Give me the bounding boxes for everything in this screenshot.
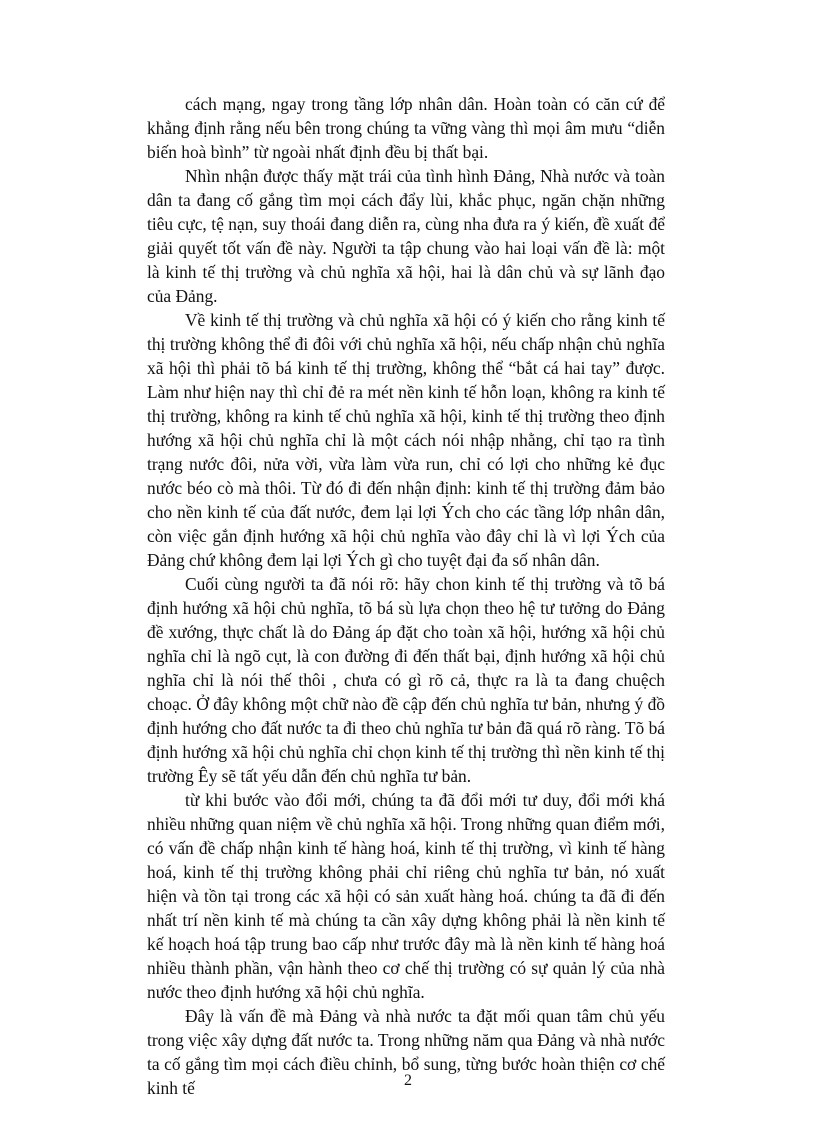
paragraph-1: cách mạng, ngay trong tầng lớp nhân dân. Hoàn toàn có căn cứ để khẳng định rằng nếu bên trong chúng ta vững vàng thì mọi âm mưu “diễn biến hoà bình” từ ngoài nhất định đều bị thất bại. (147, 94, 665, 162)
paragraph-5: từ khi bước vào đổi mới, chúng ta đã đổi mới tư duy, đổi mới khá nhiều những quan niệm về chủ nghĩa xã hội. Trong những quan điểm mới, có vấn đề chấp nhận kinh tế hàng hoá, kinh tế thị trường, vì kinh tế hàng hoá, kinh tế thị trường không phải chỉ riêng chủ nghĩa tư bản, nó xuất hiện và tồn tại trong các xã hội có sản xuất hàng hoá. chúng ta đã đi đến nhất trí nền kinh tế mà chúng ta cần xây dựng không phải là nền kinh tế kế hoạch hoá tập trung bao cấp như trước đây mà là nền kinh tế hàng hoá nhiều thành phần, vận hành theo cơ chế thị trường có sự quản lý của nhà nước theo định hướng xã hội chủ nghĩa. (147, 790, 665, 1002)
paragraph-3: Về kinh tế thị trường và chủ nghĩa xã hội có ý kiến cho rằng kinh tế thị trường không thể đi đôi với chủ nghĩa xã hội, nếu chấp nhận chủ nghĩa xã hội thì phải tõ bá kinh tế thị trường, không thể “bắt cá hai tay” được. Làm như hiện nay thì chỉ đẻ ra mét nền kinh tế hỗn loạn, không ra kinh tế thị trường, không ra kinh tế chủ nghĩa xã hội, kinh tế thị trường theo định hướng xã hội chủ nghĩa chỉ là một cách nói nhập nhằng, chỉ tạo ra tình trạng nước đôi, nửa vời, vừa làm vừa run, chỉ có lợi cho những kẻ đục nước béo cò mà thôi. Từ đó đi đến nhận định: kinh tế thị trường đảm bảo cho nền kinh tế của đất nước, đem lại lợi Ých cho các tầng lớp nhân dân, còn việc gắn định hướng xã hội chủ nghĩa vào đây chỉ là vì lợi Ých của Đảng chứ không đem lại lợi Ých gì cho tuyệt đại đa số nhân dân. (147, 310, 665, 570)
paragraph-6: Đây là vấn đề mà Đảng và nhà nước ta đặt mối quan tâm chủ yếu trong việc xây dựng đất nước ta. Trong những năm qua Đảng và nhà nước ta cố gắng tìm mọi cách điều chỉnh, bổ sung, từng bước hoàn thiện cơ chế kinh tế (147, 1006, 665, 1098)
paragraph-2: Nhìn nhận được thấy mặt trái của tình hình Đảng, Nhà nước và toàn dân ta đang cố gắng tìm mọi cách đẩy lùi, khắc phục, ngăn chặn những tiêu cực, tệ nạn, suy thoái đang diễn ra, cùng nha đưa ra ý kiến, đề xuất để giải quyết tốt vấn đề này. Người ta tập chung vào hai loại vấn đề là: một là kinh tế thị trường và chủ nghĩa xã hội, hai là dân chủ và sự lãnh đạo của Đảng. (147, 166, 665, 306)
page-number: 2 (404, 1072, 412, 1089)
paragraph-4: Cuối cùng người ta đã nói rõ: hãy chon kinh tế thị trường và tõ bá định hướng xã hội chủ nghĩa, tõ bá sù lựa chọn theo hệ tư tưởng do Đảng đề xướng, thực chất là do Đảng áp đặt cho toàn xã hội, hướng xã hội chủ nghĩa chỉ là ngõ cụt, là con đường đi đến thất bại, định hướng xã hội chủ nghĩa chỉ là nói thế thôi , chưa có gì rõ cả, thực ra là ta đang chuệch choạc. Ở đây không một chữ nào đề cập đến chủ nghĩa tư bản, nhưng ý đồ định hướng cho đất nước ta đi theo chủ nghĩa tư bản đã quá rõ ràng. Tõ bá định hướng xã hội chủ nghĩa chỉ chọn kinh tế thị trường thì nền kinh tế thị trường Êy sẽ tất yếu dẫn đến chủ nghĩa tư bản. (147, 574, 665, 786)
document-body (147, 92, 665, 1100)
